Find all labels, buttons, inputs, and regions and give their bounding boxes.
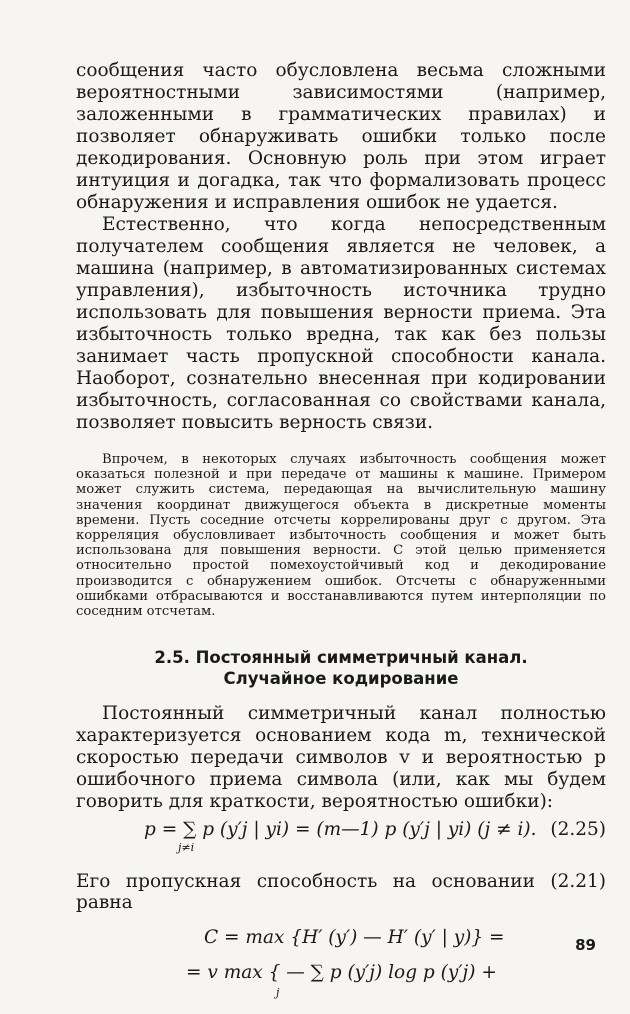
page-number: 89 (575, 936, 596, 954)
paragraph-2: Естественно, что когда непосредственным получателем сообщения является не человек, а машина (например, в автоматизированных системах управления), избыточность источника трудно использовать для повышения верности приема. Эта избыточность только вредна, так как без пользы занимает часть пропускной способности канала. Наоборот, сознательно внесенная при кодировании избыточность, согласованная со свойствами канала, позволяет повысить верность связи. (76, 214, 606, 433)
paragraph-3: Постоянный симметричный канал полностью характеризуется основанием кода m, технической скоростью передачи символов v и вероятностью p ошибочного приема символа (или, как мы будем говорить для краткости, вероятностью ошибки): (76, 703, 606, 813)
capacity-formula-line-2-expression: = v max { — ∑ p (y′j) log p (y′j) + (186, 962, 497, 984)
paragraph-4: Его пропускная способность на основании (2.21) равна (76, 871, 606, 914)
section-title-line-2: Случайное кодирование (223, 669, 459, 689)
note-paragraph: Впрочем, в некоторых случаях избыточность сообщения может оказаться полезной и при передаче от машины к машине. Примером может служить система, передающая на вычислительную машину значения координат движущегося объекта в дискретные моменты времени. Пусть соседние отсчеты коррелированы друг с другом. Эта корреляция обусловливает избыточность сообщения и может быть использована для повышения верности. С этой целью применяется относительно простой помехоустойчивый код и декодирование производится с обнаружением ошибок. Отсчеты с обнаруженными ошибками отбрасываются и восстанавливаются путем интерполяции по соседним отсчетам. (76, 452, 606, 620)
section-title-line-1: 2.5. Постоянный симметричный канал. (154, 648, 528, 668)
paragraph-1: сообщения часто обусловлена весьма сложными вероятностными зависимостями (например, заложенными в грамматических правилах) и позволяет обнаруживать ошибки только после декодирования. Основную роль при этом играет интуиция и догадка, так что формализовать процесс обнаружения и исправления ошибок не удается. (76, 60, 606, 213)
capacity-formula-line-1: C = max {H′ (y′) — H′ (y′ | y)} = (204, 927, 505, 949)
equation-2-25-expression: p = ∑ p (y′j | yi) = (m—1) p (y′j | yi) (j ≠ i). (144, 819, 537, 841)
capacity-formula-sum-index: j (276, 986, 280, 1000)
equation-2-25 (76, 817, 606, 863)
equation-2-25-sum-index: j≠i (178, 841, 195, 855)
section-heading (76, 647, 606, 689)
equation-2-25-number: (2.25) (550, 819, 606, 841)
capacity-formula-line-2 (76, 962, 606, 1014)
page-body (76, 60, 606, 1014)
